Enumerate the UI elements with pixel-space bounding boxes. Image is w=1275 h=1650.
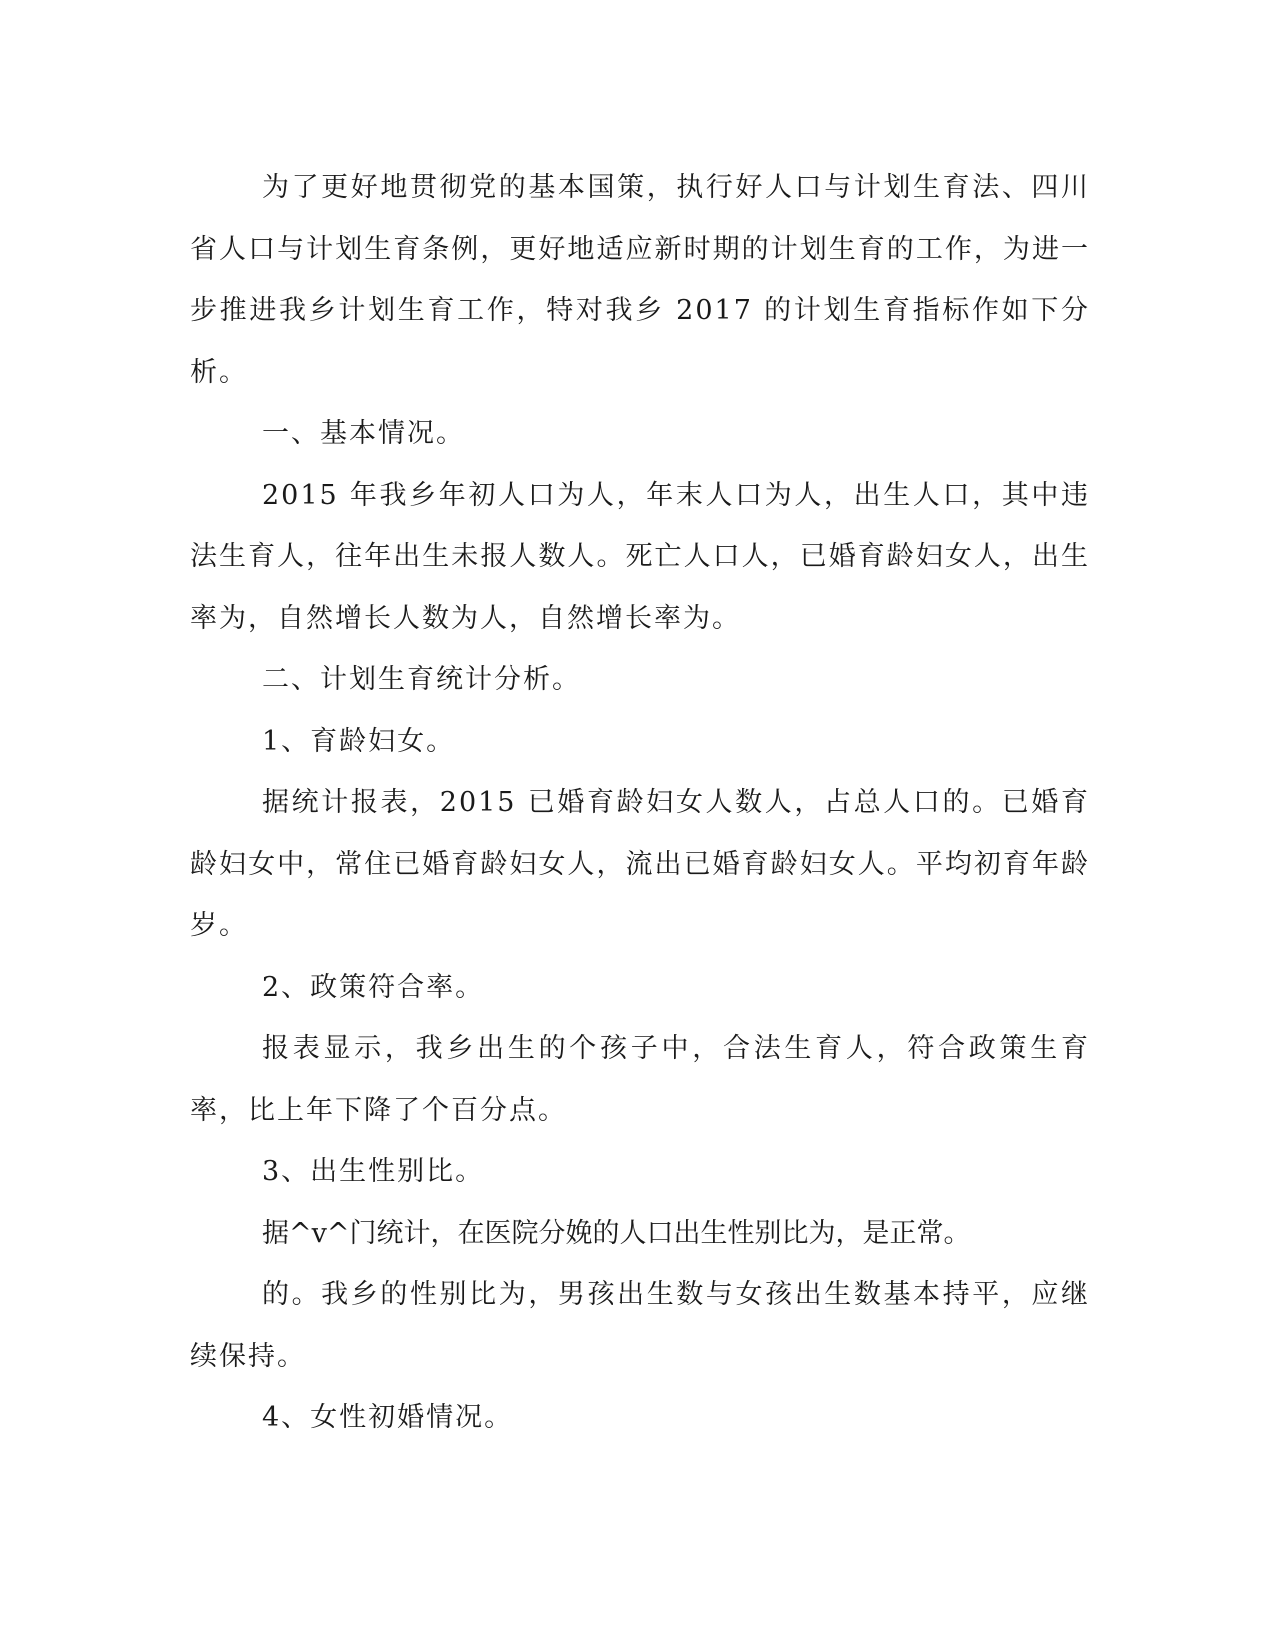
subheading-childbearing-women: 1、育龄妇女。 xyxy=(262,725,456,757)
section-heading-statistics-analysis: 二、计划生育统计分析。 xyxy=(262,664,581,695)
document-body xyxy=(190,157,1090,1449)
subheading-female-first-marriage: 4、女性初婚情况。 xyxy=(262,1402,514,1433)
intro-paragraph: 为了更好地贯彻党的基本国策，执行好人口与计划生育法、四川省人口与计划生育条例，更好地适应新时期的计划生育的工作，为进一步推进我乡计划生育工作，特对我乡 2017 的计划生育指标作如下分析。 xyxy=(190,172,1090,388)
population-paragraph: 2015 年我乡年初人口为人，年末人口为人，出生人口，其中违法生育人，往年出生未报人数人。死亡人口人，已婚育龄妇女人，出生率为，自然增长人数为人，自然增长率为。 xyxy=(190,479,1090,634)
subheading-policy-compliance: 2、政策符合率。 xyxy=(262,971,485,1003)
policy-compliance-paragraph: 报表显示，我乡出生的个孩子中，合法生育人，符合政策生育率，比上年下降了个百分点。 xyxy=(190,1033,1090,1126)
sex-ratio-paragraph: 据^v^门统计，在医院分娩的人口出生性别比为，是正常。 xyxy=(262,1217,971,1249)
section-heading-basic-situation: 一、基本情况。 xyxy=(262,418,465,449)
childbearing-women-paragraph: 据统计报表，2015 已婚育龄妇女人数人，占总人口的。已婚育龄妇女中，常住已婚育龄妇女人，流出已婚育龄妇女人。平均初育年龄岁。 xyxy=(190,787,1090,941)
sex-ratio-continued-paragraph: 的。我乡的性别比为，男孩出生数与女孩出生数基本持平，应继续保持。 xyxy=(190,1279,1090,1372)
subheading-sex-ratio: 3、出生性别比。 xyxy=(262,1156,485,1187)
